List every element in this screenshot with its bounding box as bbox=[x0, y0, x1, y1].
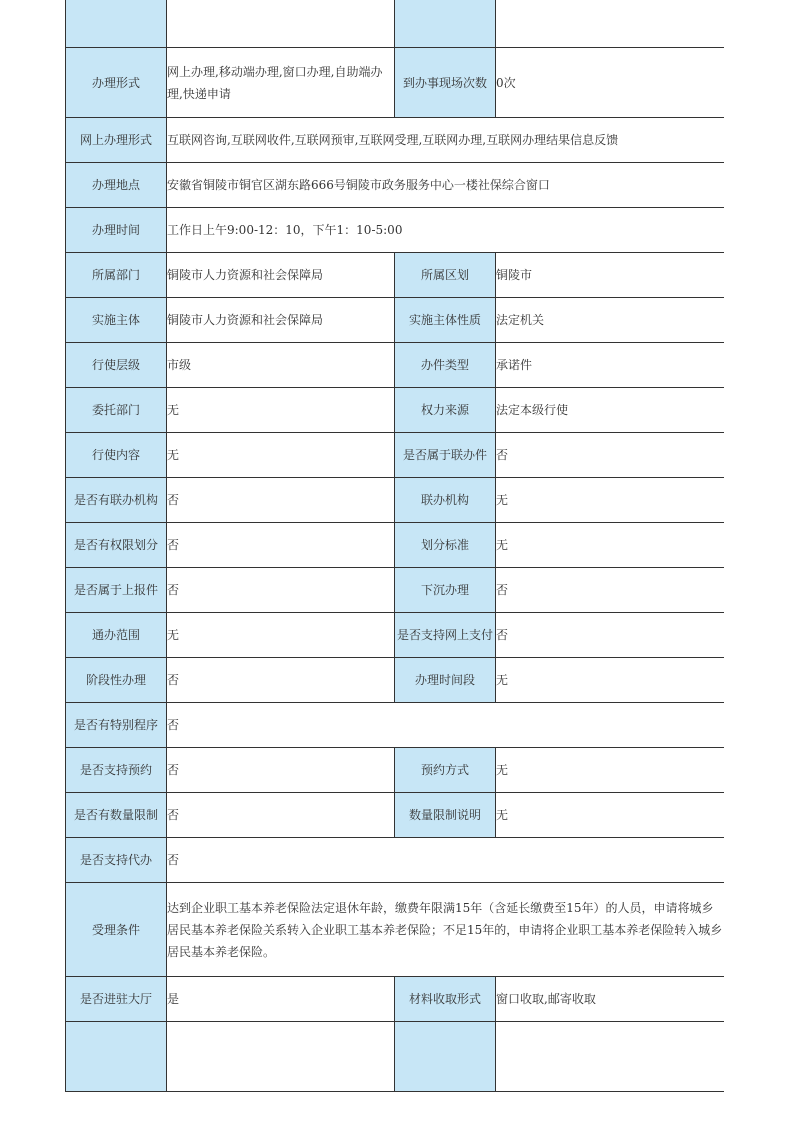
field-label-online-payment: 是否支持网上支付 bbox=[395, 613, 496, 658]
table-row-implementer bbox=[66, 298, 725, 343]
field-label-exercise-content: 行使内容 bbox=[66, 433, 167, 478]
field-value-quantity-limit: 否 bbox=[167, 793, 395, 838]
field-label-department: 所属部门 bbox=[66, 253, 167, 298]
field-value-region: 铜陵市 bbox=[496, 253, 725, 298]
field-label-permission-division: 是否有权限划分 bbox=[66, 523, 167, 568]
field-label-proxy: 是否支持代办 bbox=[66, 838, 167, 883]
field-value-delegated-dept: 无 bbox=[167, 388, 395, 433]
field-value-special-procedure: 否 bbox=[167, 703, 725, 748]
table-row-special bbox=[66, 703, 725, 748]
table-row-location bbox=[66, 163, 725, 208]
field-value-level: 市级 bbox=[167, 343, 395, 388]
field-label-implementer: 实施主体 bbox=[66, 298, 167, 343]
field-value-appointment-method: 无 bbox=[496, 748, 725, 793]
field-label-joint-agency: 联办机构 bbox=[395, 478, 496, 523]
table-row-partial-bottom bbox=[66, 1022, 725, 1092]
field-value-exercise-content: 无 bbox=[167, 433, 395, 478]
field-value-has-joint-agency: 否 bbox=[167, 478, 395, 523]
field-label-time-slot: 办理时间段 bbox=[395, 658, 496, 703]
field-label-location: 办理地点 bbox=[66, 163, 167, 208]
table-row-hall bbox=[66, 977, 725, 1022]
table-row-partial-top bbox=[66, 0, 725, 48]
field-value-authority-source: 法定本级行使 bbox=[496, 388, 725, 433]
field-label-staged: 阶段性办理 bbox=[66, 658, 167, 703]
field-value-joint-agency: 无 bbox=[496, 478, 725, 523]
field-label-level: 行使层级 bbox=[66, 343, 167, 388]
field-label-appointment: 是否支持预约 bbox=[66, 748, 167, 793]
field-value-online-form: 互联网咨询,互联网收件,互联网预审,互联网受理,互联网办理,互联网办理结果信息反馈 bbox=[167, 118, 725, 163]
field-label-onsite-visits: 到办事现场次数 bbox=[395, 48, 496, 118]
field-label-delegated-dept: 委托部门 bbox=[66, 388, 167, 433]
table-row-delegation bbox=[66, 388, 725, 433]
document-sheet bbox=[65, 0, 724, 1122]
table-row-appointment bbox=[66, 748, 725, 793]
field-label-hours: 办理时间 bbox=[66, 208, 167, 253]
field-value-acceptance-conditions: 达到企业职工基本养老保险法定退休年龄，缴费年限满15年（含延长缴费至15年）的人员，申请将城乡居民基本养老保险关系转入企业职工基本养老保险；不足15年的，申请将企业职工基本养老保险转入城乡居民基本养老保险。 bbox=[167, 883, 725, 977]
table-row-stage bbox=[66, 658, 725, 703]
field-value-permission-division: 否 bbox=[167, 523, 395, 568]
field-label-material-collection: 材料收取形式 bbox=[395, 977, 496, 1022]
field-label bbox=[395, 1022, 496, 1092]
table-row-joint-agency bbox=[66, 478, 725, 523]
field-value bbox=[167, 1022, 395, 1092]
field-value-implementer-type: 法定机关 bbox=[496, 298, 725, 343]
field-value-hours: 工作日上午9:00-12：10，下午1：10-5:00 bbox=[167, 208, 725, 253]
field-value-time-slot: 无 bbox=[496, 658, 725, 703]
field-label-appointment-method: 预约方式 bbox=[395, 748, 496, 793]
field-value bbox=[496, 1022, 725, 1092]
table-row-report bbox=[66, 568, 725, 613]
table-row-scope bbox=[66, 613, 725, 658]
field-value-division-standard: 无 bbox=[496, 523, 725, 568]
field-label-delegated-down: 下沉办理 bbox=[395, 568, 496, 613]
field-label-case-type: 办件类型 bbox=[395, 343, 496, 388]
field-value-implementer: 铜陵市人力资源和社会保障局 bbox=[167, 298, 395, 343]
field-label-handling-form: 办理形式 bbox=[66, 48, 167, 118]
table-row-handling-form bbox=[66, 48, 725, 118]
field-value-department: 铜陵市人力资源和社会保障局 bbox=[167, 253, 395, 298]
field-value bbox=[496, 0, 725, 48]
field-label-in-hall: 是否进驻大厅 bbox=[66, 977, 167, 1022]
field-label-implementer-type: 实施主体性质 bbox=[395, 298, 496, 343]
table-row-content bbox=[66, 433, 725, 478]
table-row-department bbox=[66, 253, 725, 298]
field-value-appointment: 否 bbox=[167, 748, 395, 793]
field-label-scope: 通办范围 bbox=[66, 613, 167, 658]
table-row-permission bbox=[66, 523, 725, 568]
field-value bbox=[167, 0, 395, 48]
field-value-case-type: 承诺件 bbox=[496, 343, 725, 388]
field-label-joint-case: 是否属于联办件 bbox=[395, 433, 496, 478]
field-value-staged: 否 bbox=[167, 658, 395, 703]
field-label-quantity-limit: 是否有数量限制 bbox=[66, 793, 167, 838]
field-label-quantity-note: 数量限制说明 bbox=[395, 793, 496, 838]
field-label-report-case: 是否属于上报件 bbox=[66, 568, 167, 613]
field-value-scope: 无 bbox=[167, 613, 395, 658]
field-value-joint-case: 否 bbox=[496, 433, 725, 478]
field-label-division-standard: 划分标准 bbox=[395, 523, 496, 568]
field-value-online-payment: 否 bbox=[496, 613, 725, 658]
field-value-quantity-note: 无 bbox=[496, 793, 725, 838]
table-row-quantity bbox=[66, 793, 725, 838]
table-row-level bbox=[66, 343, 725, 388]
field-label-region: 所属区划 bbox=[395, 253, 496, 298]
field-label-has-joint-agency: 是否有联办机构 bbox=[66, 478, 167, 523]
field-label bbox=[395, 0, 496, 48]
field-label bbox=[66, 1022, 167, 1092]
table-row-online-form bbox=[66, 118, 725, 163]
field-label-authority-source: 权力来源 bbox=[395, 388, 496, 433]
field-value-delegated-down: 否 bbox=[496, 568, 725, 613]
field-value-onsite-visits: 0次 bbox=[496, 48, 725, 118]
field-label-online-form: 网上办理形式 bbox=[66, 118, 167, 163]
field-value-location: 安徽省铜陵市铜官区湖东路666号铜陵市政务服务中心一楼社保综合窗口 bbox=[167, 163, 725, 208]
field-value-proxy: 否 bbox=[167, 838, 725, 883]
table-row-proxy bbox=[66, 838, 725, 883]
field-label-special-procedure: 是否有特别程序 bbox=[66, 703, 167, 748]
field-value-report-case: 否 bbox=[167, 568, 395, 613]
service-info-table bbox=[65, 0, 724, 1092]
field-label bbox=[66, 0, 167, 48]
field-value-handling-form: 网上办理,移动端办理,窗口办理,自助端办理,快递申请 bbox=[167, 48, 395, 118]
table-row-conditions bbox=[66, 883, 725, 977]
field-value-in-hall: 是 bbox=[167, 977, 395, 1022]
field-label-acceptance-conditions: 受理条件 bbox=[66, 883, 167, 977]
table-row-hours bbox=[66, 208, 725, 253]
field-value-material-collection: 窗口收取,邮寄收取 bbox=[496, 977, 725, 1022]
